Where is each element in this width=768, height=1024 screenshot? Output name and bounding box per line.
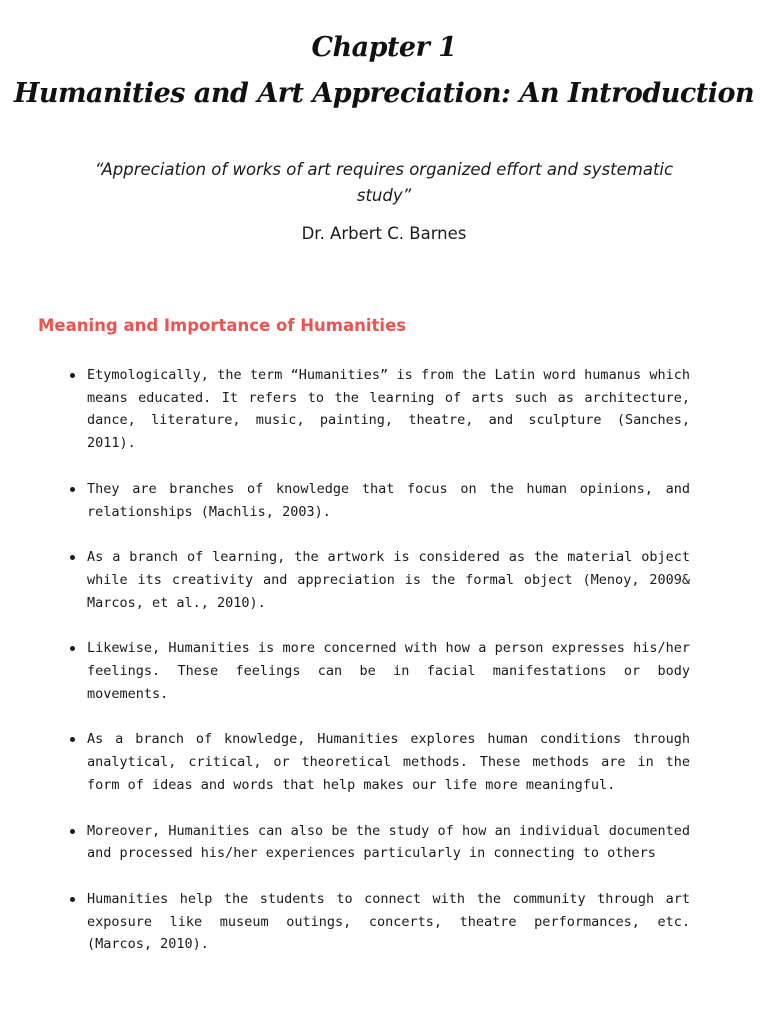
list-item-text: Likewise, Humanities is more concerned with how a person expresses his/her feelings. These feelings can be in facial manifestations or body movements. (87, 640, 690, 702)
list-item-text: Etymologically, the term “Humanities” is from the Latin word humanus which means educated. It refers to the learning of arts such as architecture, dance, literature, music, painting, theatre, and sculpture (Sanches, 2011). (87, 367, 690, 452)
bullet-dot-icon (70, 373, 75, 378)
bullet-dot-icon (70, 646, 75, 651)
list-item-text: Moreover, Humanities can also be the study of how an individual documented and processed his/her experiences particularly in connecting to others (87, 822, 690, 862)
list-item-text: They are branches of knowledge that focus on the human opinions, and relationships (Machlis, 2003). (87, 480, 690, 520)
epigraph-quote: “Appreciation of works of art requires organized effort and systematic study” (94, 160, 674, 205)
bullet-dot-icon (70, 555, 75, 560)
chapter-number: Chapter 1 (311, 32, 457, 63)
list-item (64, 637, 690, 705)
quote-author: Dr. Arbert C. Barnes (301, 224, 467, 243)
list-item (64, 546, 690, 614)
list-item (64, 820, 690, 865)
bullet-list (64, 364, 690, 979)
list-item (64, 728, 690, 796)
bullet-dot-icon (70, 737, 75, 742)
bullet-dot-icon (70, 897, 75, 902)
list-item-text: Humanities help the students to connect with the community through art exposure like museum outings, concerts, theatre performances, etc. (Marcos, 2010). (87, 890, 690, 953)
section-heading: Meaning and Importance of Humanities (38, 316, 407, 335)
bullet-dot-icon (70, 829, 75, 834)
list-item (64, 888, 690, 956)
list-item (64, 478, 690, 523)
chapter-title: Humanities and Art Appreciation: An Introduction (13, 78, 755, 109)
list-item-text: As a branch of learning, the artwork is considered as the material object while its creativity and appreciation is the formal object (Menoy, 2009& Marcos, et al., 2010). (87, 549, 690, 611)
list-item-text: As a branch of knowledge, Humanities explores human conditions through analytical, critical, or theoretical methods. These methods are in the form of ideas and words that help makes our life more meaningful. (87, 731, 690, 793)
list-item (64, 364, 690, 455)
bullet-dot-icon (70, 487, 75, 492)
